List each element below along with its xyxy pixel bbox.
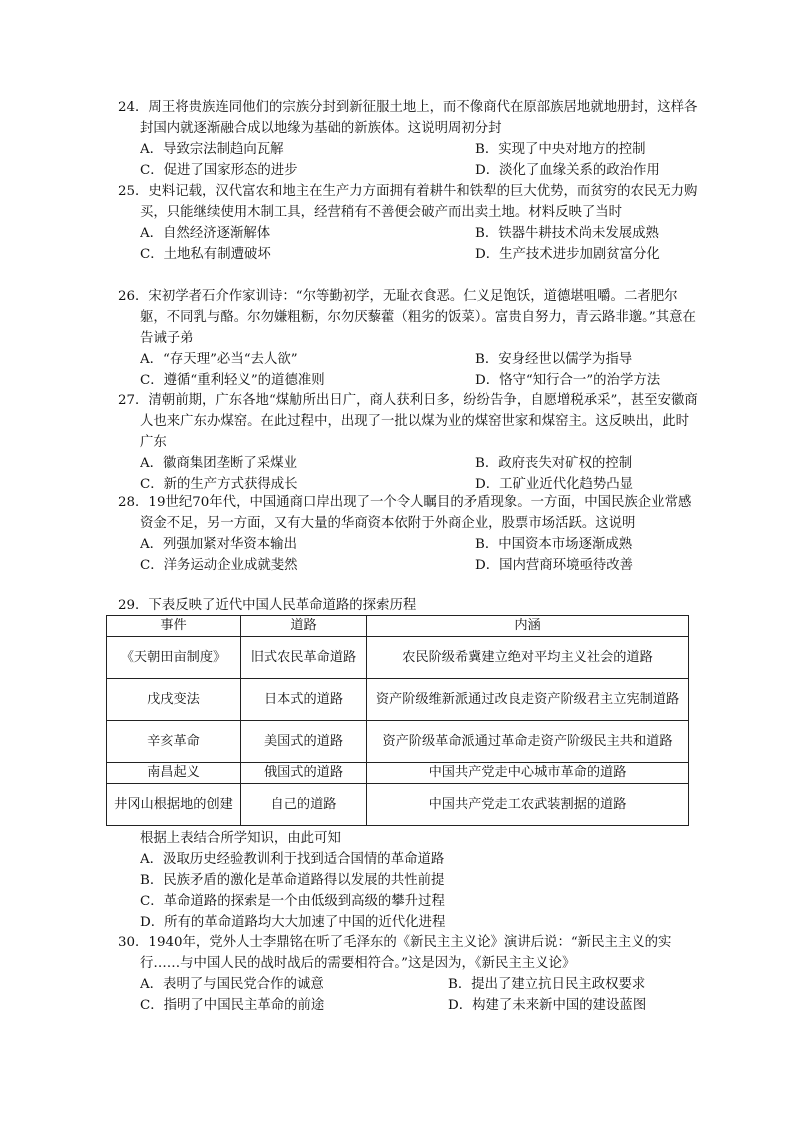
- table-cell: 辛亥革命: [107, 721, 241, 763]
- option-b: B．政府丧失对矿权的控制: [475, 456, 633, 471]
- option-b: B．民族矛盾的激化是革命道路得以发展的共性前提: [140, 873, 445, 888]
- table-row: [107, 679, 689, 721]
- question-stem: 26．宋初学者石介作家训诗：“尔等勤初学，无耻衣食恶。仁义足饱饫，道德堪咀嚼。二者肥尔躯，不同乳与酪。尔勿嫌粗粝，尔勿厌藜藿（粗劣的饭菜）。富贵自努力，青云路非邈。”其意在告诫子弟: [118, 289, 696, 346]
- question-stem: 28．19世纪70年代，中国通商口岸出现了一个令人瞩目的矛盾现象。一方面，中国民族企业常感资金不足，另一方面，又有大量的华商资本依附于外商企业，股票市场活跃。这说明: [118, 495, 692, 531]
- option-b: B．提出了建立抗日民主政权要求: [448, 977, 646, 992]
- option-d: D．恪守“知行合一”的治学方法: [475, 373, 661, 388]
- option-d: D．淡化了血缘关系的政治作用: [475, 163, 660, 178]
- question-26: [118, 286, 700, 391]
- table-cell: 戊戌变法: [107, 679, 241, 721]
- table-cell: 旧式农民革命道路: [241, 637, 367, 679]
- option-a: A．导致宗法制趋向瓦解: [140, 142, 284, 157]
- option-d: D．生产技术进步加剧贫富分化: [475, 247, 660, 262]
- question-prompt: 根据上表结合所学知识，由此可知: [140, 831, 341, 846]
- question-24: [118, 97, 700, 181]
- option-d: D．国内营商环境亟待改善: [475, 558, 634, 573]
- table-cell: 自己的道路: [241, 784, 367, 826]
- table-cell: 美国式的道路: [241, 721, 367, 763]
- option-list: [140, 453, 700, 495]
- option-b: B．中国资本市场逐渐成熟: [475, 537, 633, 552]
- option-a: A．表明了与国民党合作的诚意: [140, 977, 324, 992]
- table-row: [107, 763, 689, 784]
- column-header-meaning: 内涵: [367, 616, 689, 637]
- column-header-road: 道路: [241, 616, 367, 637]
- option-a: A．徽商集团垄断了采煤业: [140, 456, 297, 471]
- question-stem: 30．1940年，党外人士李鼎铭在听了毛泽东的《新民主主义论》演讲后说：“新民主主义的实行……与中国人民的战时战后的需要相符合。”这是因为，《新民主主义论》: [118, 935, 672, 971]
- table-cell: 俄国式的道路: [241, 763, 367, 784]
- table-cell: 资产阶级维新派通过改良走资产阶级君主立宪制道路: [367, 679, 689, 721]
- option-d: D．构建了未来新中国的建设蓝图: [448, 998, 647, 1013]
- option-d: D．工矿业近代化趋势凸显: [475, 477, 634, 492]
- option-list: [140, 849, 700, 933]
- question-28: [118, 492, 700, 576]
- option-b: B．实现了中央对地方的控制: [475, 142, 646, 157]
- option-a: A．列强加紧对华资本输出: [140, 537, 297, 552]
- table-cell: 中国共产党走工农武装割据的道路: [367, 784, 689, 826]
- option-a: A．自然经济逐渐解体: [140, 226, 271, 241]
- option-c: C．遵循“重利轻义”的道德准则: [140, 373, 325, 388]
- question-30: [118, 932, 700, 1016]
- question-stem: 29．下表反映了近代中国人民革命道路的探索历程: [118, 598, 417, 613]
- table-cell: 南昌起义: [107, 763, 241, 784]
- option-c: C．新的生产方式获得成长: [140, 477, 298, 492]
- option-c: C．革命道路的探索是一个由低级到高级的攀升过程: [140, 894, 445, 909]
- question-stem: 24．周王将贵族连同他们的宗族分封到新征服土地上，而不像商代在原部族居地就地册封，这样各封国内就逐渐融合成以地缘为基础的新族体。这说明周初分封: [118, 100, 698, 136]
- option-c: C．洋务运动企业成就斐然: [140, 558, 298, 573]
- table-cell: 《天朝田亩制度》: [107, 637, 241, 679]
- table-cell: 农民阶级希冀建立绝对平均主义社会的道路: [367, 637, 689, 679]
- question-25: [118, 181, 700, 265]
- option-c: C．指明了中国民主革命的前途: [140, 998, 325, 1013]
- column-header-event: 事件: [107, 616, 241, 637]
- option-list: [140, 974, 700, 1016]
- option-b: B．安身经世以儒学为指导: [475, 352, 633, 367]
- question-stem: 25．史料记载，汉代富农和地主在生产力方面拥有着耕牛和铁犁的巨大优势，而贫穷的农民无力购买，只能继续使用木制工具，经营稍有不善便会破产而出卖土地。材料反映了当时: [118, 184, 698, 220]
- option-d: D．所有的革命道路均大大加速了中国的近代化进程: [140, 915, 446, 930]
- option-list: [140, 139, 700, 181]
- option-list: [140, 223, 700, 265]
- option-list: [140, 534, 700, 576]
- question-29-options: [140, 828, 700, 933]
- option-c: C．土地私有制遭破坏: [140, 247, 271, 262]
- option-c: C．促进了国家形态的进步: [140, 163, 298, 178]
- revolution-roads-table: [106, 615, 689, 826]
- table-cell: 井冈山根据地的创建: [107, 784, 241, 826]
- question-stem: 27．清朝前期，广东各地“煤觔所出日广，商人获利日多，纷纷告争，自愿增税承采”，甚至安徽商人也来广东办煤窑。在此过程中，出现了一批以煤为业的煤窑世家和煤窑主。这反映出，此时广东: [118, 393, 698, 450]
- question-27: [118, 390, 700, 495]
- question-29: [118, 595, 700, 616]
- option-list: [140, 349, 700, 391]
- option-b: B．铁器牛耕技术尚未发展成熟: [475, 226, 659, 241]
- option-a: A．“存天理”必当“去人欲”: [140, 352, 298, 367]
- option-a: A．汲取历史经验教训利于找到适合国情的革命道路: [140, 852, 445, 867]
- table-header-row: [107, 616, 689, 637]
- table-cell: 资产阶级革命派通过革命走资产阶级民主共和道路: [367, 721, 689, 763]
- table-row: [107, 784, 689, 826]
- table-row: [107, 637, 689, 679]
- table-cell: 日本式的道路: [241, 679, 367, 721]
- table-row: [107, 721, 689, 763]
- table-cell: 中国共产党走中心城市革命的道路: [367, 763, 689, 784]
